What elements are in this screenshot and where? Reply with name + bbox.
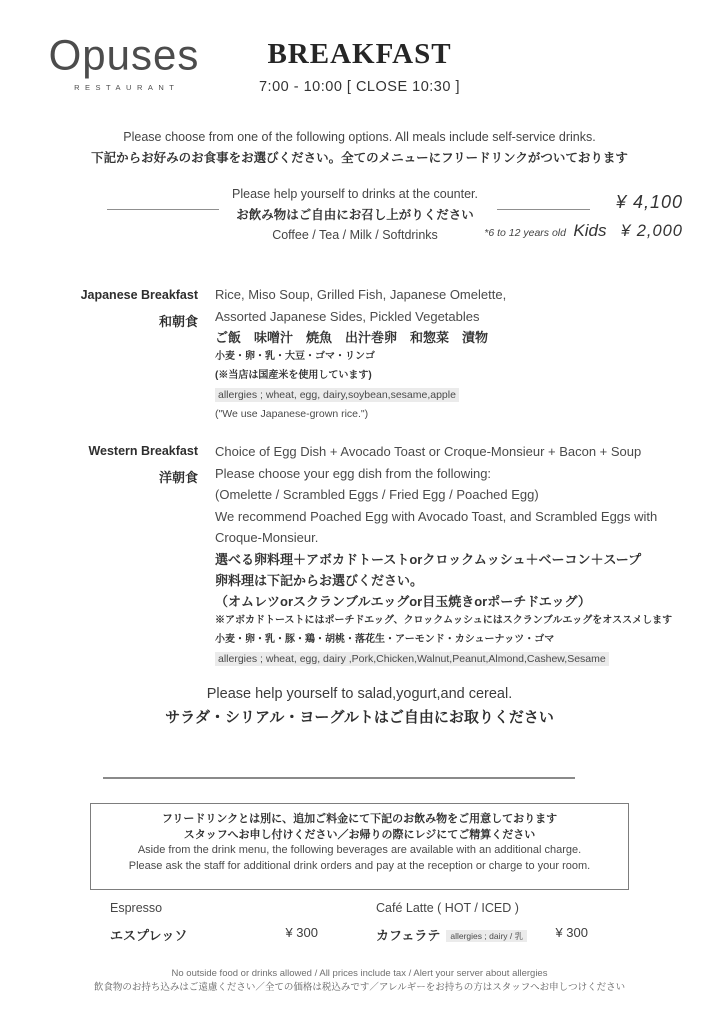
kids-price: ¥ 2,000 — [620, 222, 683, 240]
intro-text-en: Please choose from one of the following options. All meals include self-service drinks. — [123, 130, 596, 144]
rice-note-ja: (※当店は国産米を使用しています) — [215, 370, 372, 382]
menu-line-ja: 選べる卵料理＋アボカドトーストorクロックムッシュ＋ベーコン＋スープ — [215, 551, 642, 567]
section-title-ja: 和朝食 — [158, 314, 198, 329]
menu-line: Croque-Monsieur. — [215, 530, 319, 545]
price-rule-left — [107, 209, 219, 210]
menu-line: Assorted Japanese Sides, Pickled Vegetables — [215, 308, 480, 324]
menu-line: Rice, Miso Soup, Grilled Fish, Japanese Omelette, — [215, 287, 507, 302]
intro-text-ja: 下記からお好みのお食事をお選びください。全てのメニューにフリードリンクがついております — [91, 151, 628, 165]
salad-note — [0, 683, 719, 729]
notice-line-ja: スタッフへお申し付けください／お帰りの際にレジにてご精算ください — [183, 828, 536, 841]
espresso-name-ja: エスプレッソ — [110, 928, 188, 943]
drinks-note-en: Please help yourself to drinks at the counter. — [232, 187, 478, 201]
footer-note-en: No outside food or drinks allowed / All prices include tax / Alert your server about allergies — [171, 968, 548, 979]
notice-line-en: Aside from the drink menu, the following beverages are available with an additional charge. — [137, 844, 582, 856]
drinks-items: Coffee / Tea / Milk / Softdrinks — [272, 228, 438, 242]
salad-note-en: Please help yourself to salad,yogurt,and cereal. — [206, 686, 513, 702]
cafe-latte-name-ja — [376, 925, 527, 944]
section-title-ja: 洋朝食 — [158, 470, 198, 485]
menu-line: Choice of Egg Dish + Avocado Toast or Croque-Monsieur + Bacon + Soup — [215, 444, 642, 459]
allergy-line-ja: 小麦・卵・乳・豚・鶏・胡桃・落花生・アーモンド・カシューナッツ・ゴマ — [215, 634, 555, 646]
notice-line-ja: フリードリンクとは別に、追加ご料金にて下記のお飲み物をご用意しております — [161, 813, 558, 825]
allergy-line-en — [215, 650, 700, 669]
section-label-western-breakfast — [0, 444, 198, 486]
menu-line: Please choose your egg dish from the following: — [215, 465, 492, 481]
salad-note-ja: サラダ・シリアル・ヨーグルトはご自由にお取りください — [165, 709, 554, 726]
price-rule-right — [497, 209, 590, 210]
allergy-highlight: allergies ; wheat, egg, dairy ,Pork,Chicken,Walnut,Peanut,Almond,Cashew,Sesame — [215, 652, 609, 666]
allergy-line-en — [215, 386, 700, 405]
espresso-price: ¥ 300 — [285, 925, 318, 940]
cafe-latte-price: ¥ 300 — [555, 925, 588, 940]
menu-line: (Omelette / Scrambled Eggs / Fried Egg / Poached Egg) — [215, 487, 539, 502]
allergy-line-ja: 小麦・卵・乳・大豆・ゴマ・リンゴ — [215, 351, 375, 363]
section-title-en: Japanese Breakfast — [80, 288, 198, 302]
intro-paragraph — [0, 127, 719, 169]
section-body-japanese-breakfast — [215, 284, 700, 423]
menu-line-ja: 卵料理は下記からお選びください。 — [215, 572, 424, 588]
logo-tagline: RESTAURANT — [74, 83, 180, 92]
section-label-japanese-breakfast — [0, 288, 198, 330]
cafe-latte-ja-text: カフェラテ — [376, 928, 441, 943]
notice-line-en: Please ask the staff for additional drink orders and pay at the reception or charge to your room. — [128, 859, 591, 872]
footer-notes — [0, 967, 719, 994]
cafe-latte-name-en: Café Latte ( HOT / ICED ) — [376, 901, 519, 915]
restaurant-logo — [44, 30, 204, 92]
allergy-highlight: allergies ; wheat, egg, dairy,soybean,sesame,apple — [215, 388, 459, 402]
recommend-note-ja: ※アボカドトーストにはポーチドエッグ、クロックムッシュにはスクランブルエッグをオススメします — [215, 615, 673, 627]
adult-price: ¥ 4,100 — [615, 192, 683, 212]
opening-hours: 7:00 - 10:00 [ CLOSE 10:30 ] — [258, 79, 460, 95]
rice-note-en: ("We use Japanese-grown rice.") — [215, 407, 369, 420]
section-body-western-breakfast — [215, 441, 700, 669]
menu-line-ja: （オムレツorスクランブルエッグor目玉焼きorポーチドエッグ） — [215, 594, 591, 610]
footer-note-ja: 飲食物のお持ち込みはご遠慮ください／全ての価格は税込みです／アレルギーをお持ちの方はスタッフへお申しつけください — [93, 981, 626, 993]
additional-charge-notice-box — [90, 803, 629, 890]
espresso-name-en: Espresso — [110, 901, 163, 915]
section-divider — [103, 777, 575, 779]
section-title-en: Western Breakfast — [88, 444, 198, 458]
cafe-latte-allergy-chip: allergies ; dairy / 乳 — [446, 930, 527, 942]
kids-age-note: *6 to 12 years old — [484, 227, 566, 239]
menu-line: We recommend Poached Egg with Avocado Toast, and Scrambled Eggs with — [215, 508, 658, 524]
menu-line-ja: ご飯 味噌汁 焼魚 出汁巻卵 和惣菜 漬物 — [215, 330, 489, 345]
drinks-note-ja: お飲み物はご自由にお召し上がりください — [236, 207, 474, 222]
page-title: BREAKFAST — [267, 38, 452, 70]
kids-price-line — [484, 221, 683, 241]
kids-label: Kids — [573, 221, 607, 240]
logo-name: Opuses — [48, 30, 200, 79]
